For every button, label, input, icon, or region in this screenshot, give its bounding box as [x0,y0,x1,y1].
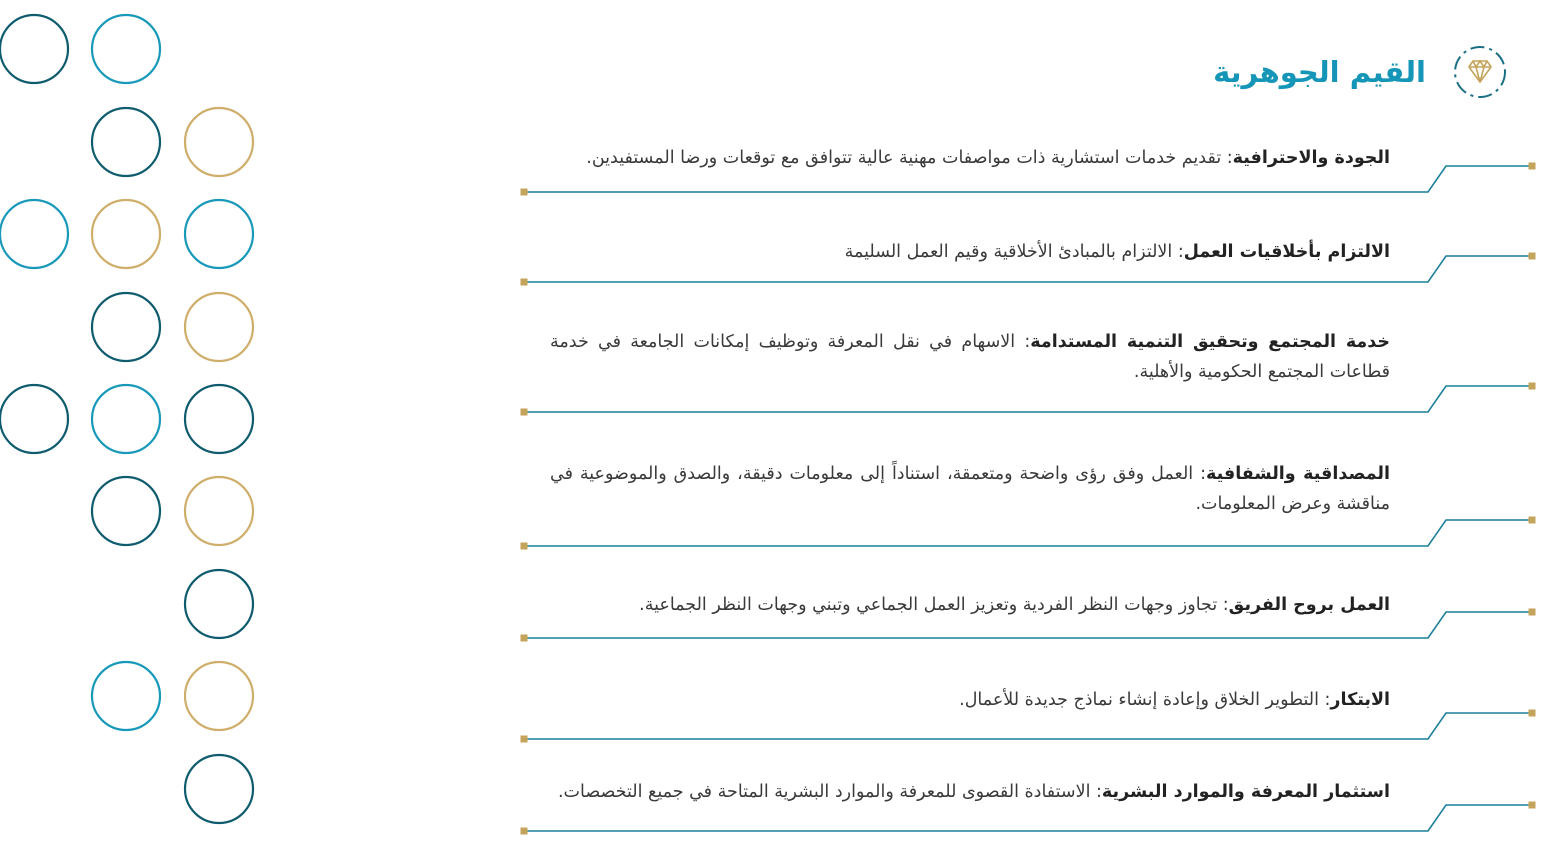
value-description: : تجاوز وجهات النظر الفردية وتعزيز العمل الجماعي وتبني وجهات النظر الجماعية. [639,595,1229,615]
value-title: المصداقية والشفافية [1206,464,1390,484]
decorative-circle [185,200,253,268]
line-end-square [1529,517,1536,524]
value-text [550,143,1390,173]
line-end-square [1529,609,1536,616]
value-text [550,590,1390,620]
line-end-square [521,828,528,835]
line-end-square [521,409,528,416]
value-title: الابتكار [1330,690,1390,710]
line-end-square [1529,710,1536,717]
value-title: استثمار المعرفة والموارد البشرية [1101,782,1390,802]
decorative-circle [185,662,253,730]
line-end-square [521,543,528,550]
decorative-circle [185,477,253,545]
decorative-circle [92,108,160,176]
value-title: العمل بروح الفريق [1228,595,1390,615]
decorative-circle [92,662,160,730]
value-text [550,685,1390,715]
value-description: : التطوير الخلاق وإعادة إنشاء نماذج جديدة للأعمال. [959,690,1331,710]
decorative-circle [185,108,253,176]
value-description: : العمل وفق رؤى واضحة ومتعمقة، استناداً إلى معلومات دقيقة، والصدق والموضوعية في مناقشة وعرض المعلومات. [550,464,1390,514]
line-end-square [1529,163,1536,170]
line-end-square [521,189,528,196]
line-end-square [1529,253,1536,260]
value-item-community-service [520,310,1538,420]
value-text [550,327,1390,387]
line-end-square [521,635,528,642]
line-end-square [521,279,528,286]
value-description: : الالتزام بالمبادئ الأخلاقية وقيم العمل السليمة [844,242,1184,262]
line-end-square [521,736,528,743]
decorative-circle [92,385,160,453]
value-text [550,237,1390,267]
decorative-circle [92,200,160,268]
value-description: : تقديم خدمات استشارية ذات مواصفات مهنية عالية تتوافق مع توقعات ورضا المستفيدين. [586,148,1233,168]
value-text [550,777,1390,807]
line-end-square [1529,383,1536,390]
value-item-teamwork [520,576,1538,646]
value-item-innovation [520,672,1538,747]
decorative-circle [92,15,160,83]
value-text [550,459,1390,519]
decorative-circle [185,755,253,823]
value-title: الالتزام بأخلاقيات العمل [1183,242,1390,262]
decorative-circle [185,293,253,361]
value-item-ethics [520,220,1538,290]
value-description: : الاسهام في نقل المعرفة وتوظيف إمكانات الجامعة في خدمة قطاعات المجتمع الحكومية والأهلية. [550,332,1390,382]
decorative-circle [0,385,68,453]
decorative-circle [0,200,68,268]
decorative-circle [0,15,68,83]
decorative-circle [185,385,253,453]
diamond-icon [1452,44,1508,100]
decorative-circle [185,570,253,638]
decorative-circle-pattern [0,0,300,854]
decorative-circle [92,477,160,545]
value-description: : الاستفادة القصوى للمعرفة والموارد البشرية المتاحة في جميع التخصصات. [557,782,1102,802]
value-item-transparency [520,444,1538,554]
value-title: الجودة والاحترافية [1232,148,1390,168]
page-title: القيم الجوهرية [1213,55,1426,89]
section-heading [1213,44,1508,100]
value-item-quality [520,130,1538,200]
decorative-circle [92,293,160,361]
line-end-square [1529,802,1536,809]
value-item-knowledge-investment [520,764,1538,839]
value-title: خدمة المجتمع وتحقيق التنمية المستدامة [1030,332,1390,352]
